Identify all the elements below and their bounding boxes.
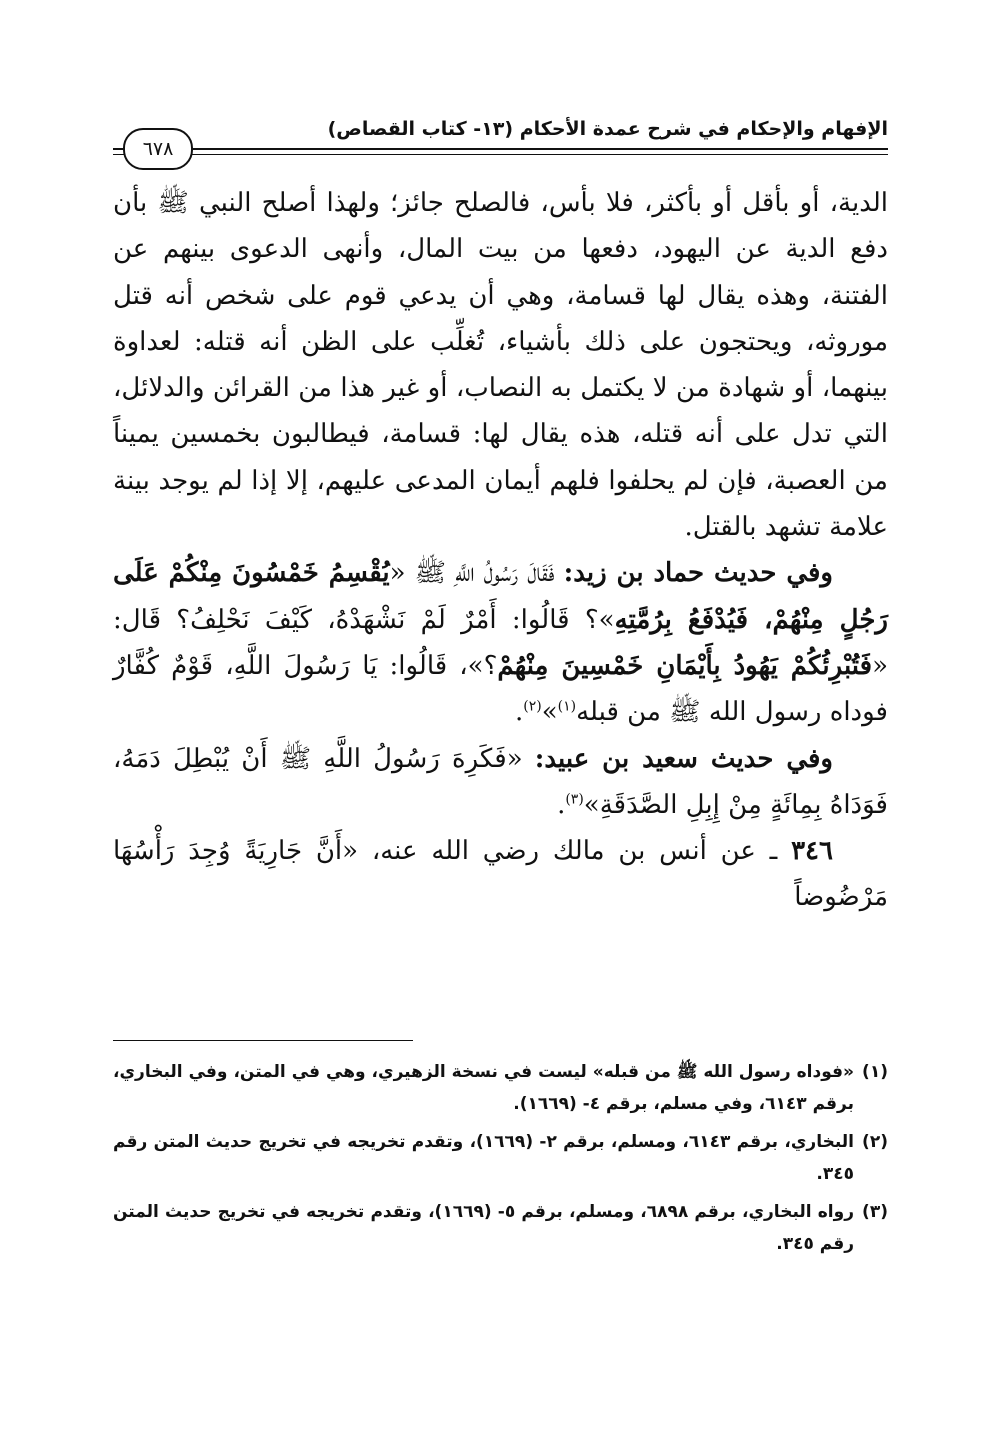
hadith-number: ٣٤٦ — [791, 836, 833, 867]
footnote-number: (١) — [862, 1062, 888, 1082]
footnote-number: (٣) — [862, 1202, 888, 1222]
text-span: «فَكَرِهَ رَسُولُ اللَّهِ ﷺ أَنْ يُبْطِلَ دَمَهُ، فَوَدَاهُ بِمِائَةٍ مِنْ إِبِلِ الصَّدَقَةِ» — [113, 743, 888, 820]
running-title: الإفهام والإحكام في شرح عمدة الأحكام (١٣- كتاب القصاص) — [327, 118, 888, 140]
text-span: » — [541, 697, 558, 728]
hadith-quote: فَتُبْرِئُكُمْ يَهُودُ بِأَيْمَانِ خَمْسِينَ مِنْهُمْ — [497, 650, 873, 681]
footnote-2 — [113, 1126, 888, 1190]
hadith-quote: يُقْسِمُ خَمْسُونَ مِنْكُمْ عَلَى رَجُلٍ مِنْهُمْ، فَيُدْفَعُ بِرُمَّتِهِ — [113, 558, 888, 635]
footnote-ref-3: (٣) — [565, 791, 584, 808]
text-span: ـ عن أنس بن مالك رضي الله عنه، «أَنَّ جَارِيَةً وُجِدَ رَأْسُهَا مَرْضُوضاً — [113, 836, 888, 913]
footnote-ref-1: (١) — [557, 698, 577, 715]
paragraph-3 — [113, 736, 888, 829]
footnote-3 — [113, 1196, 888, 1260]
header-rule-thin — [113, 154, 888, 155]
page-number: ٦٧٨ — [123, 128, 193, 170]
footnote-separator — [113, 1040, 413, 1041]
text-span: . — [514, 697, 524, 728]
footnote-text: «فوداه رسول الله ﷺ من قبله» ليست في نسخة الزهيري، وهي في المتن، وفي البخاري، برقم ٦١٤٣، وفي مسلم، برقم ٤- (١٦٦٩). — [113, 1062, 854, 1114]
paragraph-4 — [113, 828, 888, 921]
header-rule-thick — [113, 148, 888, 150]
page-header — [113, 108, 888, 178]
footnote-ref-2: (٢) — [523, 698, 542, 715]
main-text — [113, 180, 888, 921]
footnote-text: رواه البخاري، برقم ٦٨٩٨، ومسلم، برقم ٥- (١٦٦٩)، وتقدم تخريجه في تخريج حديث المتن رقم ٣٤٥. — [113, 1202, 854, 1254]
text-span: »؟ قَالُوا: أَمْرٌ لَمْ نَشْهَدْهُ، كَيْفَ نَحْلِفُ؟ قَال: « — [113, 604, 888, 681]
footnote-text: البخاري، برقم ٦١٤٣، ومسلم، برقم ٢- (١٦٦٩)، وتقدم تخريجه في تخريج حديث المتن رقم ٣٤٥. — [113, 1132, 854, 1184]
paragraph-1: الدية، أو بأقل أو بأكثر، فلا بأس، فالصلح جائز؛ ولهذا أصلح النبي ﷺ بأن دفع الدية عن اليهود، دفعها من بيت المال، وأنهى الدعوى بينهم عن الفتنة، وهذه يقال لها قسامة، وهي أن يدعي قوم على شخص أنه قتل موروثه، ويحتجون على ذلك بأشياء، تُغلِّب على الظن أنه قتله: لعداوة بينهما، أو شهادة من لا يكتمل به النصاب، أو غير هذا من القرائن والدلائل، التي تدل على أنه قتله، هذه يقال لها: قسامة، فيطالبون بخمسين يميناً من العصبة، فإن لم يحلفوا فلهم أيمان المدعى عليهم، إلا إذا لم يوجد بينة علامة تشهد بالقتل. — [113, 188, 888, 543]
text-span: . — [557, 789, 566, 820]
hadith-lead: وفي حديث حماد بن زيد: — [563, 558, 833, 589]
footnote-1 — [113, 1056, 888, 1120]
text-span: ؟»، قَالُوا: يَا رَسُولَ اللَّهِ، قَوْمٌ كُفَّارٌ فوداه رسول الله ﷺ من قبله — [113, 650, 888, 728]
footnote-number: (٢) — [862, 1132, 888, 1152]
footnotes — [113, 1056, 888, 1266]
hadith-lead: وفي حديث سعيد بن عبيد: — [534, 743, 833, 774]
paragraph-2 — [113, 550, 888, 735]
text-span: فَقَالَ رَسُولُ اللَّهِ ﷺ « — [389, 558, 564, 589]
